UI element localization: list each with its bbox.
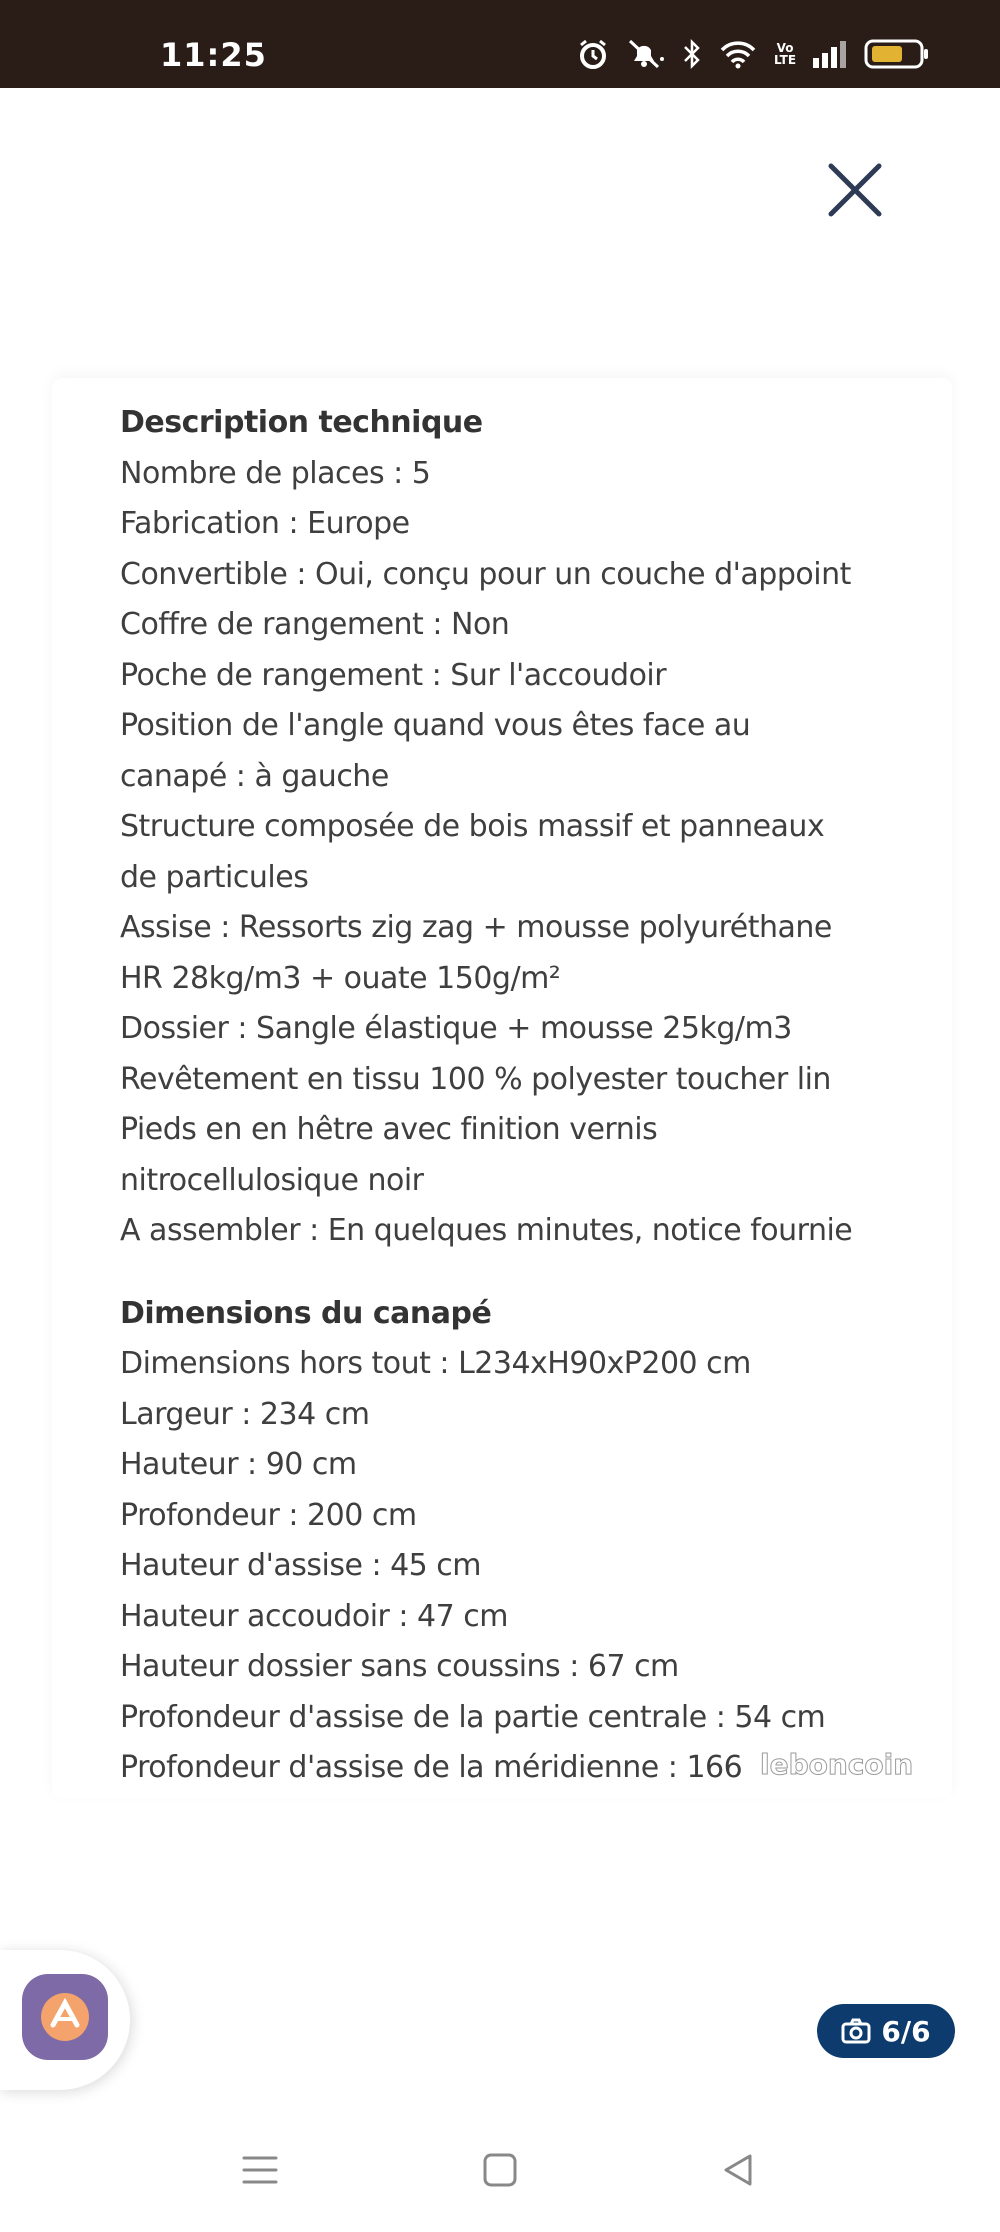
spec-section-title: Description technique [120, 405, 483, 440]
spec-section-title: Dimensions du canapé [120, 1295, 492, 1331]
spec-line: Dimensions hors tout : L234xH90xP200 cm [120, 1346, 751, 1381]
home-icon [480, 2150, 520, 2190]
spec-line: Hauteur : 90 cm [120, 1447, 357, 1482]
spec-line: nitrocellulosique noir [120, 1162, 424, 1198]
spec-line: Structure composée de bois massif et panneaux [120, 809, 825, 844]
spec-line: A assembler : En quelques minutes, notice fournie [120, 1213, 853, 1248]
spec-line: canapé : à gauche [120, 758, 389, 794]
spec-line: Hauteur dossier sans coussins : 67 cm [120, 1649, 679, 1684]
app-launcher-button[interactable] [22, 1974, 108, 2060]
mute-icon [626, 37, 666, 71]
floating-app-button[interactable] [0, 1950, 130, 2090]
spec-text [120, 398, 950, 1794]
back-icon [718, 2150, 758, 2190]
status-time: 11:25 [160, 36, 267, 74]
wifi-icon [718, 38, 758, 70]
close-button[interactable] [820, 155, 890, 225]
spec-line: Convertible : Oui, conçu pour un couche d'appoint [120, 556, 851, 592]
spec-line: Largeur : 234 cm [120, 1396, 370, 1432]
status-icons [576, 34, 930, 74]
spec-line: Assise : Ressorts zig zag + mousse polyuréthane [120, 910, 832, 945]
spec-line: Profondeur : 200 cm [120, 1497, 417, 1533]
spec-line: Poche de rangement : Sur l'accoudoir [120, 657, 667, 693]
spec-line: Dossier : Sangle élastique + mousse 25kg/m3 [120, 1011, 792, 1046]
nav-menu-button[interactable] [220, 2130, 300, 2210]
listing-photo[interactable] [52, 378, 952, 1798]
camera-icon [841, 2018, 871, 2044]
spec-line: Coffre de rangement : Non [120, 607, 510, 642]
menu-icon [240, 2152, 280, 2188]
photo-counter [817, 2004, 955, 2058]
spec-line: Profondeur d'assise de la méridienne : 166 [120, 1750, 743, 1785]
volte-icon: Vo LTE [774, 41, 797, 67]
spec-line: Hauteur d'assise : 45 cm [120, 1548, 482, 1583]
alarm-icon [576, 37, 610, 71]
system-nav-bar [0, 2130, 1000, 2210]
signal-icon [812, 40, 848, 68]
nav-back-button[interactable] [698, 2130, 778, 2210]
spec-line: Hauteur accoudoir : 47 cm [120, 1598, 508, 1634]
nav-home-button[interactable] [460, 2130, 540, 2210]
battery-icon [864, 38, 930, 70]
spec-line: Revêtement en tissu 100 % polyester toucher lin [120, 1061, 831, 1097]
spec-section-gap [120, 1257, 950, 1289]
watermark: leboncoin [760, 1748, 914, 1781]
spec-line: Nombre de places : 5 [120, 455, 431, 491]
spec-line: Position de l'angle quand vous êtes face au [120, 708, 751, 743]
spec-line: HR 28kg/m3 + ouate 150g/m² [120, 960, 561, 996]
close-icon [825, 160, 885, 220]
spec-line: Pieds en en hêtre avec finition vernis [120, 1112, 658, 1147]
app-launcher-icon [37, 1989, 93, 2045]
status-bar [0, 0, 1000, 88]
spec-line: Profondeur d'assise de la partie centrale : 54 cm [120, 1699, 826, 1735]
spec-line: de particules [120, 859, 309, 895]
spec-line: Fabrication : Europe [120, 506, 410, 541]
bluetooth-icon [682, 38, 702, 70]
photo-counter-label: 6/6 [881, 2014, 931, 2048]
